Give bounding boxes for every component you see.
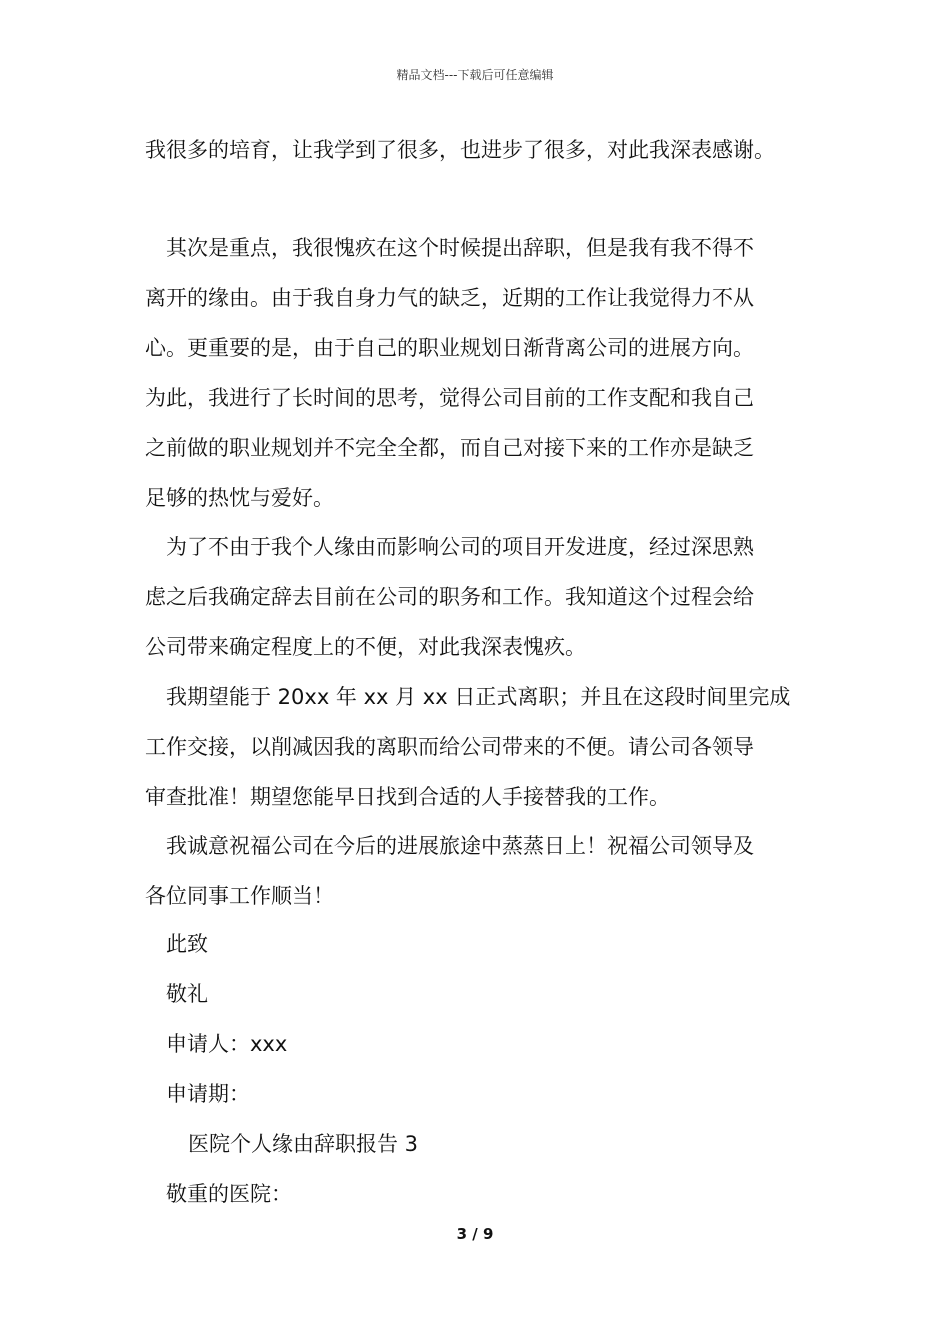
body-line: 工作交接，以削减因我的离职而给公司带来的不便。请公司各领导 [145, 735, 754, 759]
body-line: 各位同事工作顺当！ [145, 884, 334, 908]
page-number: 3 / 9 [456, 1225, 494, 1243]
body-line: 审查批准！期望您能早日找到合适的人手接替我的工作。 [145, 785, 670, 809]
page-header: 精品文档---下载后可任意编辑 [396, 68, 554, 82]
salutation-line: 敬重的医院： [166, 1182, 292, 1206]
body-line: 为了不由于我个人缘由而影响公司的项目开发进度，经过深思熟 [166, 535, 754, 559]
body-line: 为此，我进行了长时间的思考，觉得公司目前的工作支配和我自己 [145, 386, 754, 410]
body-line: 心。更重要的是，由于自己的职业规划日渐背离公司的进展方向。 [145, 336, 754, 360]
body-line: 我诚意祝福公司在今后的进展旅途中蒸蒸日上！祝福公司领导及 [166, 834, 754, 858]
section-title: 医院个人缘由辞职报告 3 [188, 1132, 419, 1156]
body-line: 之前做的职业规划并不完全全都，而自己对接下来的工作亦是缺乏 [145, 436, 754, 460]
closing-line: 此致 [166, 932, 208, 956]
applicant-line: 申请人：xxx [166, 1032, 288, 1056]
date-line: 申请期： [166, 1082, 250, 1106]
closing-line: 敬礼 [166, 982, 208, 1006]
body-line: 足够的热忱与爱好。 [145, 486, 334, 510]
body-line: 离开的缘由。由于我自身力气的缺乏，近期的工作让我觉得力不从 [145, 286, 754, 310]
body-line: 我很多的培育，让我学到了很多，也进步了很多，对此我深表感谢。 [145, 138, 775, 162]
body-line: 其次是重点，我很愧疚在这个时候提出辞职，但是我有我不得不 [166, 236, 754, 260]
body-line: 我期望能于 20xx 年 xx 月 xx 日正式离职；并且在这段时间里完成 [166, 685, 791, 709]
body-line: 公司带来确定程度上的不便，对此我深表愧疚。 [145, 635, 586, 659]
body-line: 虑之后我确定辞去目前在公司的职务和工作。我知道这个过程会给 [145, 585, 754, 609]
